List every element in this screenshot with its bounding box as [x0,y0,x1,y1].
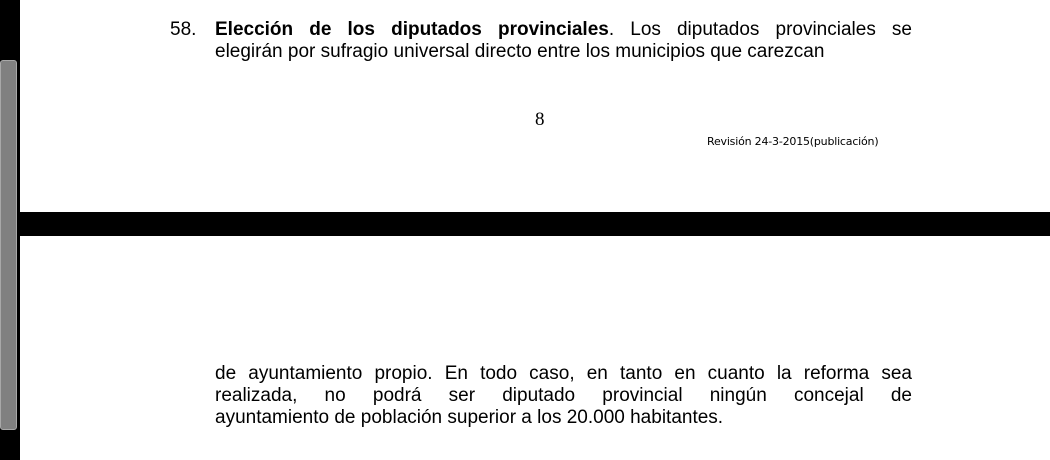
continuation-line-1: de ayuntamiento propio. En todo caso, en tanto en cuanto la reforma sea [215,363,912,384]
item-line-1-text: Los diputados provinciales se [614,19,912,40]
item-line-1 [215,19,912,41]
item-line-2: elegirán por sufragio universal directo entre los municipios que carezcan [215,41,825,62]
item-number: 58. [170,19,197,40]
revision-note: Revisión 24-3-2015(publicación) [707,135,879,148]
continuation-paragraph [215,363,912,429]
page-number: 8 [535,109,545,130]
item-title-period: . [608,19,615,40]
item-title: Elección de los diputados provinciales [215,19,609,40]
scroll-handle[interactable] [0,60,17,430]
continuation-line-2: realizada, no podrá ser diputado provincial ningún concejal de [215,385,912,406]
item-paragraph [215,19,912,63]
continuation-line-3: ayuntamiento de población superior a los 20.000 habitantes. [215,407,724,428]
